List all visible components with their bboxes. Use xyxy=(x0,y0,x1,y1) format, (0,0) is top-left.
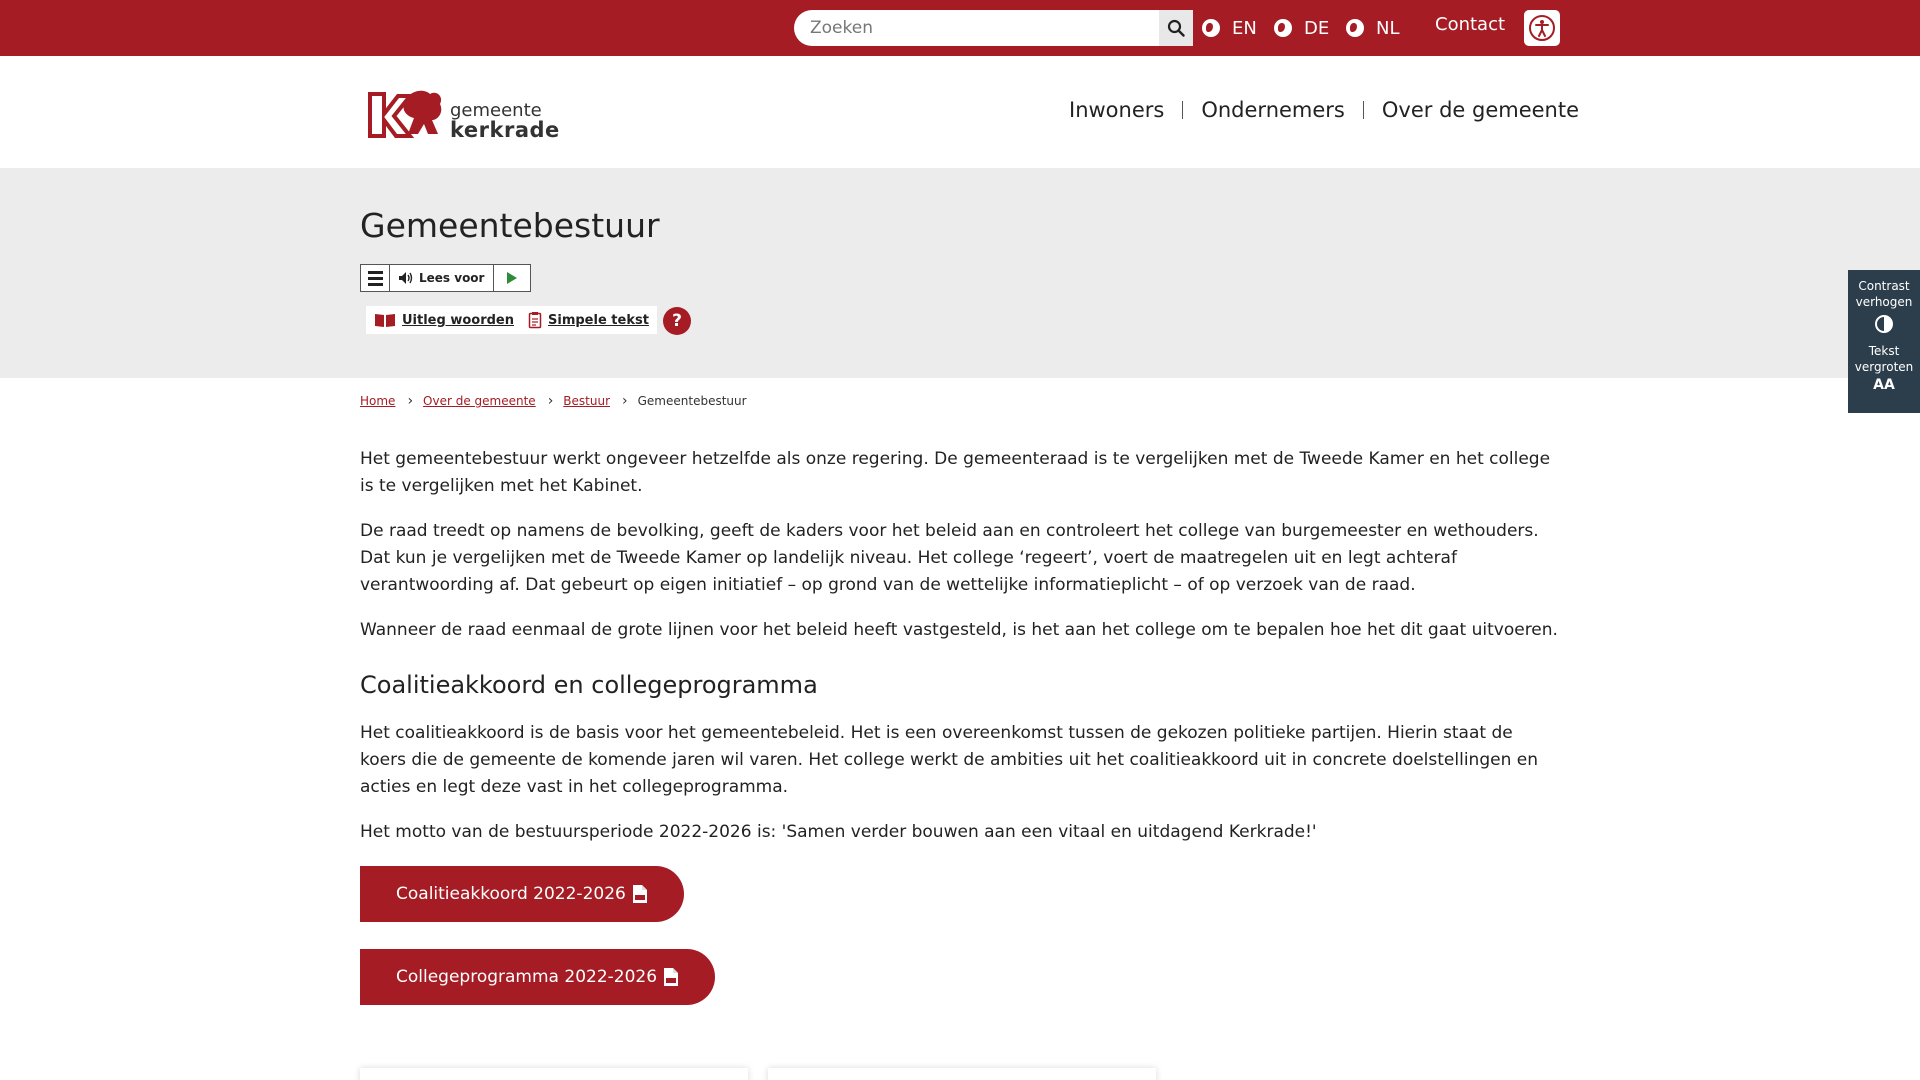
search-button[interactable] xyxy=(1159,10,1193,46)
paragraph: Het coalitieakkoord is de basis voor het gemeentebeleid. Het is een overeenkomst tussen de gekozen politieke partijen. Hierin staat de koers die de gemeente de komende jaren wil varen. Het college werkt de ambities uit het coalitieakkoord uit in concrete doelstellingen en acties en legt deze vast in het collegeprogramma. xyxy=(360,723,1538,797)
globe-icon xyxy=(1346,19,1364,37)
book-icon xyxy=(374,312,396,328)
pdf-icon xyxy=(663,967,679,987)
uitleg-woorden-label: Uitleg woorden xyxy=(402,312,514,328)
language-nl[interactable] xyxy=(1346,14,1400,42)
page-banner xyxy=(0,168,1920,378)
text-size-icon: AA xyxy=(1873,377,1895,393)
breadcrumb-bestuur[interactable]: Bestuur xyxy=(563,394,611,408)
breadcrumb-current: Gemeentebestuur xyxy=(637,394,747,408)
site-header xyxy=(0,56,1920,168)
uitleg-woorden-button[interactable] xyxy=(366,306,522,334)
collegeprogramma-download-button[interactable] xyxy=(360,949,715,1005)
page-title: Gemeentebestuur xyxy=(360,206,660,245)
clipboard-icon xyxy=(528,311,542,329)
search-icon xyxy=(1167,19,1185,37)
paragraph: Wanneer de raad eenmaal de grote lijnen voor het beleid heeft vastgesteld, is het aan het college om te bepalen hoe het dit gaat uitvoeren. xyxy=(360,620,1558,640)
logo-text-gemeente: gemeente xyxy=(450,100,542,121)
breadcrumb-over-de-gemeente[interactable]: Over de gemeente xyxy=(423,394,536,408)
play-icon xyxy=(506,271,518,285)
read-aloud-bar xyxy=(360,264,531,292)
accessibility-side-panel xyxy=(1848,270,1920,413)
card[interactable] xyxy=(360,1068,748,1080)
paragraph: De raad treedt op namens de bevolking, geeft de kaders voor het beleid aan en controleert het college van burgemeester en wethouders. Dat kun je vergelijken met de Tweede Kamer op landelijk niveau. Het college ‘regeert’, voert de maatregelen uit en legt achteraf verantwoording af. Dat gebeurt op eigen initiatief – op grond van de wettelijke informatieplicht – of op verzoek van de raad. xyxy=(360,521,1539,595)
language-label: DE xyxy=(1304,17,1330,39)
top-bar xyxy=(0,0,1920,56)
card[interactable] xyxy=(768,1068,1156,1080)
language-label: NL xyxy=(1376,17,1400,39)
chevron-right-icon: › xyxy=(407,393,414,409)
nav-over-de-gemeente[interactable]: Over de gemeente xyxy=(1381,98,1580,122)
help-question-icon[interactable]: ? xyxy=(663,307,691,335)
play-button[interactable] xyxy=(494,265,530,291)
contrast-label-line1: Contrast xyxy=(1858,279,1910,293)
nav-divider xyxy=(1182,101,1183,119)
speaker-icon xyxy=(398,271,414,285)
paragraph: Het motto van de bestuursperiode 2022-2026 is: 'Samen verder bouwen aan een vitaal en uitdagend Kerkrade!' xyxy=(360,822,1317,842)
accessibility-icon xyxy=(1528,14,1556,42)
search-input[interactable] xyxy=(794,10,1149,46)
button-label: Collegeprogramma 2022-2026 xyxy=(396,966,658,987)
chevron-right-icon: › xyxy=(622,393,628,409)
download-buttons xyxy=(360,949,1560,1005)
kerkrade-logo-icon xyxy=(368,86,446,142)
language-label: EN xyxy=(1232,17,1257,39)
text-size-label-line1: Tekst xyxy=(1868,344,1900,358)
main-nav xyxy=(1069,98,1579,122)
contact-link[interactable]: Contact xyxy=(1435,14,1506,35)
coalitieakkoord-download-button[interactable] xyxy=(360,866,684,922)
read-aloud-button[interactable] xyxy=(390,265,494,291)
section-heading: Coalitieakkoord en collegeprogramma xyxy=(360,671,818,699)
contrast-label-line2: verhogen xyxy=(1855,295,1913,309)
nav-divider xyxy=(1363,101,1364,119)
globe-icon xyxy=(1202,19,1220,37)
search-box xyxy=(794,10,1193,46)
logo-text-kerkrade: kerkrade xyxy=(450,118,560,142)
text-size-label-line2: vergroten xyxy=(1854,360,1914,374)
nav-ondernemers[interactable]: Ondernemers xyxy=(1201,98,1345,122)
breadcrumb xyxy=(360,393,747,409)
text-size-toggle[interactable] xyxy=(1848,337,1920,393)
simpele-tekst-button[interactable] xyxy=(520,306,657,334)
button-label: Coalitieakkoord 2022-2026 xyxy=(396,883,626,904)
pdf-icon xyxy=(632,884,648,904)
main-content xyxy=(360,446,1560,1005)
download-buttons xyxy=(360,866,1560,922)
nav-inwoners[interactable]: Inwoners xyxy=(1069,98,1165,122)
contrast-icon xyxy=(1875,315,1893,333)
paragraph: Het gemeentebestuur werkt ongeveer hetzelfde als onze regering. De gemeenteraad is te vergelijken met de Tweede Kamer en het college is te vergelijken met het Kabinet. xyxy=(360,449,1551,496)
chevron-right-icon: › xyxy=(547,393,554,409)
language-en[interactable] xyxy=(1202,14,1257,42)
site-logo[interactable] xyxy=(368,86,560,142)
read-aloud-label: Lees voor xyxy=(419,271,485,285)
accessibility-button[interactable] xyxy=(1524,10,1560,46)
related-cards xyxy=(360,1068,1156,1080)
globe-icon xyxy=(1274,19,1292,37)
breadcrumb-home[interactable]: Home xyxy=(360,394,396,408)
menu-icon[interactable] xyxy=(361,265,390,291)
contrast-toggle[interactable] xyxy=(1848,270,1920,337)
language-de[interactable] xyxy=(1274,14,1329,42)
simpele-tekst-label: Simpele tekst xyxy=(548,312,649,328)
